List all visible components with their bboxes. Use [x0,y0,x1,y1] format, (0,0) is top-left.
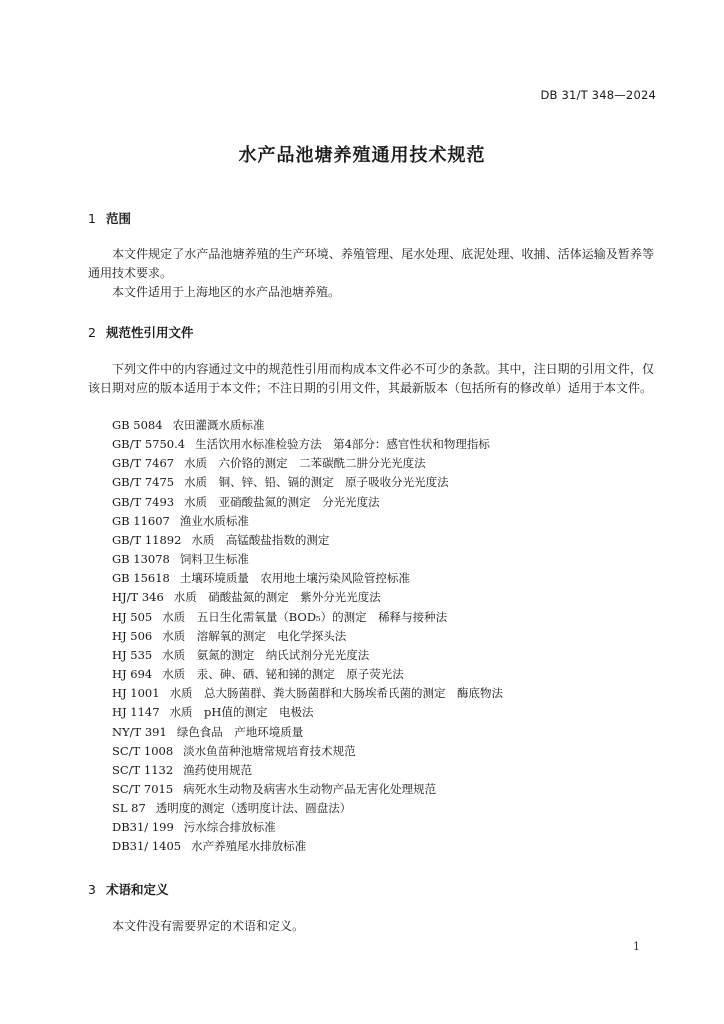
reference-title: 渔药使用规范 [183,762,253,777]
reference-title: 病死水生动物及病害水生动物产品无害化处理规范 [183,781,437,796]
reference-code: DB31/ 199 [112,820,174,835]
reference-title: 水质 高锰酸盐指数的测定 [191,532,330,547]
reference-code: HJ 1001 [112,686,160,701]
section-1-paragraph-1: 本文件规定了水产品池塘养殖的生产环境、养殖管理、尾水处理、底泥处理、收捕、活体运输及暂养等通用技术要求。 [88,247,654,280]
document-code: DB 31/T 348—2024 [540,88,656,102]
reference-title: 水质 氨氮的测定 纳氏试剂分光光度法 [162,647,370,662]
reference-code: HJ 1147 [112,705,160,720]
reference-item [112,435,503,454]
reference-title: 生活饮用水标准检验方法 第4部分：感官性状和物理指标 [195,437,490,452]
section-title: 范围 [106,211,132,226]
reference-title: 水质 硝酸盐氮的测定 紫外分光光度法 [173,590,381,605]
reference-item [112,761,503,780]
reference-item [112,588,503,607]
reference-code: SC/T 1008 [112,743,174,758]
reference-item [112,780,503,799]
reference-code: GB/T 7475 [112,475,175,490]
reference-code: NY/T 391 [112,724,167,739]
reference-code: SL 87 [112,801,146,816]
reference-item [112,550,503,569]
reference-code: DB31/ 1405 [112,839,182,854]
reference-item [112,531,503,550]
reference-title: 透明度的测定（透明度计法、圆盘法） [155,801,352,816]
reference-code: GB/T 7493 [112,494,175,509]
reference-title: 淡水鱼苗种池塘常规培育技术规范 [183,743,356,758]
reference-title: 土壤环境质量 农用地土壤污染风险管控标准 [179,571,410,586]
reference-title: 水质 铜、锌、铅、镉的测定 原子吸收分光光度法 [184,475,449,490]
document-title: 水产品池塘养殖通用技术规范 [238,145,486,166]
reference-title: 水质 溶解氧的测定 电化学探头法 [162,628,347,643]
reference-item [112,646,503,665]
reference-item [112,512,503,531]
section-number: 2 [88,325,96,340]
reference-title: 农田灌溉水质标准 [172,418,265,432]
reference-title: 水质 亚硝酸盐氮的测定 分光光度法 [184,494,380,509]
reference-code: HJ/T 346 [112,590,164,605]
reference-code: GB 15618 [112,571,170,586]
reference-item [112,723,503,742]
reference-title: 渔业水质标准 [179,513,249,528]
reference-item [112,493,503,512]
reference-item [112,684,503,703]
reference-item [112,627,503,646]
reference-code: HJ 506 [112,628,153,643]
reference-title: 水质 pH值的测定 电极法 [169,705,314,720]
reference-title: 饲料卫生标准 [179,552,249,567]
section-title: 术语和定义 [106,882,169,897]
reference-title: 绿色食品 产地环境质量 [176,724,304,739]
reference-item [112,473,503,492]
section-3-heading [88,880,169,898]
reference-title: 水质 六价铬的测定 二苯碳酰二肼分光光度法 [184,456,426,471]
reference-item [112,416,503,435]
reference-code: HJ 694 [112,667,153,682]
reference-item [112,703,503,722]
reference-title: 污水综合排放标准 [183,820,276,835]
reference-code: GB/T 7467 [112,456,175,471]
reference-item [112,569,503,588]
reference-item [112,454,503,473]
reference-code: GB 5084 [112,418,163,432]
section-2-heading [88,323,194,341]
section-title: 规范性引用文件 [106,325,194,340]
section-2-paragraph-1: 下列文件中的内容通过文中的规范性引用而构成本文件必不可少的条款。其中，注日期的引用文件，仅该日期对应的版本适用于本文件；不注日期的引用文件，其最新版本（包括所有的修改单）适用于本文件。 [88,362,654,395]
reference-code: HJ 505 [112,609,153,624]
reference-code: SC/T 7015 [112,781,174,796]
reference-item [112,665,503,684]
section-3-paragraph-1: 本文件没有需要界定的术语和定义。 [112,919,305,933]
section-1-paragraph-2: 本文件适用于上海地区的水产品池塘养殖。 [112,285,341,299]
reference-item [112,818,503,837]
reference-item [112,742,503,761]
reference-title: 水质 汞、砷、硒、铋和锑的测定 原子荧光法 [162,667,404,682]
reference-title: 水质 总大肠菌群、粪大肠菌群和大肠埃希氏菌的测定 酶底物法 [169,686,504,701]
reference-title: 水产养殖尾水排放标准 [191,839,307,854]
normative-reference-list [112,416,503,857]
reference-code: SC/T 1132 [112,762,174,777]
reference-code: GB/T 11892 [112,532,182,547]
reference-item [112,837,503,856]
reference-code: GB/T 5750.4 [112,437,186,452]
reference-title: 水质 五日生化需氧量（BOD₅）的测定 稀释与接种法 [162,609,448,624]
reference-item [112,608,503,627]
section-number: 1 [88,211,96,226]
page-number: 1 [633,940,640,953]
reference-code: GB 13078 [112,552,170,567]
reference-code: HJ 535 [112,647,153,662]
section-number: 3 [88,882,96,897]
section-1-heading [88,209,131,227]
reference-code: GB 11607 [112,513,170,528]
reference-item [112,799,503,818]
